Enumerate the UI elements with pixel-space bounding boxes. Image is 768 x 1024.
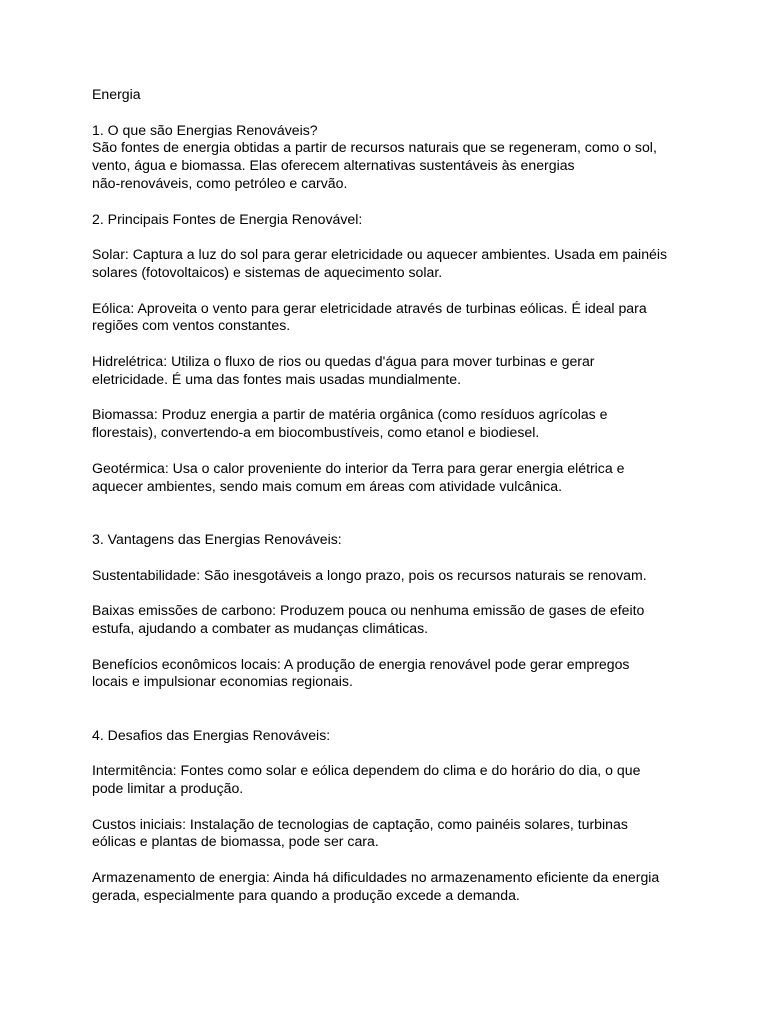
paragraph-line: Benefícios econômicos locais: A produção de energia renovável pode gerar empregos — [92, 655, 630, 672]
section-heading: 4. Desafios das Energias Renováveis: — [92, 726, 331, 743]
paragraph-line: solares (fotovoltaicos) e sistemas de aquecimento solar. — [92, 263, 443, 280]
section-what-are-renewables — [92, 122, 692, 193]
paragraph-line: Hidrelétrica: Utiliza o fluxo de rios ou quedas d'água para mover turbinas e gerar — [92, 352, 595, 369]
paragraph-eolica — [92, 300, 692, 336]
paragraph-line: Solar: Captura a luz do sol para gerar eletricidade ou aquecer ambientes. Usada em painéis — [92, 246, 668, 263]
paragraph-line: aquecer ambientes, sendo mais comum em áreas com atividade vulcânica. — [92, 477, 563, 494]
paragraph-line: Geotérmica: Usa o calor proveniente do interior da Terra para gerar energia elétrica e — [92, 459, 625, 476]
section-heading: 1. O que são Energias Renováveis? — [92, 121, 318, 138]
paragraph-line: Biomassa: Produz energia a partir de matéria orgânica (como resíduos agrícolas e — [92, 406, 608, 423]
paragraph-line: eólicas e plantas de biomassa, pode ser cara. — [92, 833, 379, 850]
paragraph-line: Armazenamento de energia: Ainda há dificuldades no armazenamento eficiente da energia — [92, 869, 660, 886]
section-advantages — [92, 531, 692, 691]
paragraph-armazenamento — [92, 869, 692, 905]
paragraph-line: Baixas emissões de carbono: Produzem pouca ou nenhuma emissão de gases de efeito — [92, 602, 645, 619]
section-main-sources — [92, 211, 692, 496]
paragraph-line: pode limitar a produção. — [92, 780, 244, 797]
document-page — [92, 86, 692, 905]
paragraph-line: florestais), convertendo-a em biocombustíveis, como etanol e biodiesel. — [92, 424, 540, 441]
paragraph-line: não-renováveis, como petróleo e carvão. — [92, 174, 348, 191]
section-heading: 2. Principais Fontes de Energia Renovável: — [92, 210, 363, 227]
paragraph-intermitencia — [92, 762, 692, 798]
paragraph-line: locais e impulsionar economias regionais. — [92, 673, 353, 690]
paragraph-custos — [92, 816, 692, 852]
paragraph-sustentabilidade — [92, 567, 692, 585]
paragraph-solar — [92, 246, 692, 282]
paragraph-line: São fontes de energia obtidas a partir de recursos naturais que se regeneram, como o sol, — [92, 139, 657, 156]
document-title: Energia — [92, 86, 141, 102]
paragraph-line: Intermitência: Fontes como solar e eólica dependem do clima e do horário do dia, o que — [92, 762, 641, 779]
paragraph-line: Eólica: Aproveita o vento para gerar eletricidade através de turbinas eólicas. É ideal para — [92, 299, 647, 316]
paragraph-beneficios — [92, 656, 692, 692]
paragraph-line: estufa, ajudando a combater as mudanças climáticas. — [92, 619, 429, 636]
paragraph-emissoes — [92, 602, 692, 638]
paragraph-geotermica — [92, 460, 692, 496]
paragraph-line: gerada, especialmente para quando a produção excede a demanda. — [92, 886, 520, 903]
paragraph-hidreletrica — [92, 353, 692, 389]
paragraph-line: vento, água e biomassa. Elas oferecem alternativas sustentáveis às energias — [92, 157, 575, 174]
section-challenges — [92, 727, 692, 905]
paragraph-line: Custos iniciais: Instalação de tecnologias de captação, como painéis solares, turbinas — [92, 815, 628, 832]
paragraph-line: regiões com ventos constantes. — [92, 317, 291, 334]
paragraph-line: Sustentabilidade: São inesgotáveis a longo prazo, pois os recursos naturais se renovam. — [92, 566, 647, 583]
section-heading: 3. Vantagens das Energias Renováveis: — [92, 530, 342, 547]
paragraph-line: eletricidade. É uma das fontes mais usadas mundialmente. — [92, 370, 461, 387]
paragraph-biomassa — [92, 406, 692, 442]
